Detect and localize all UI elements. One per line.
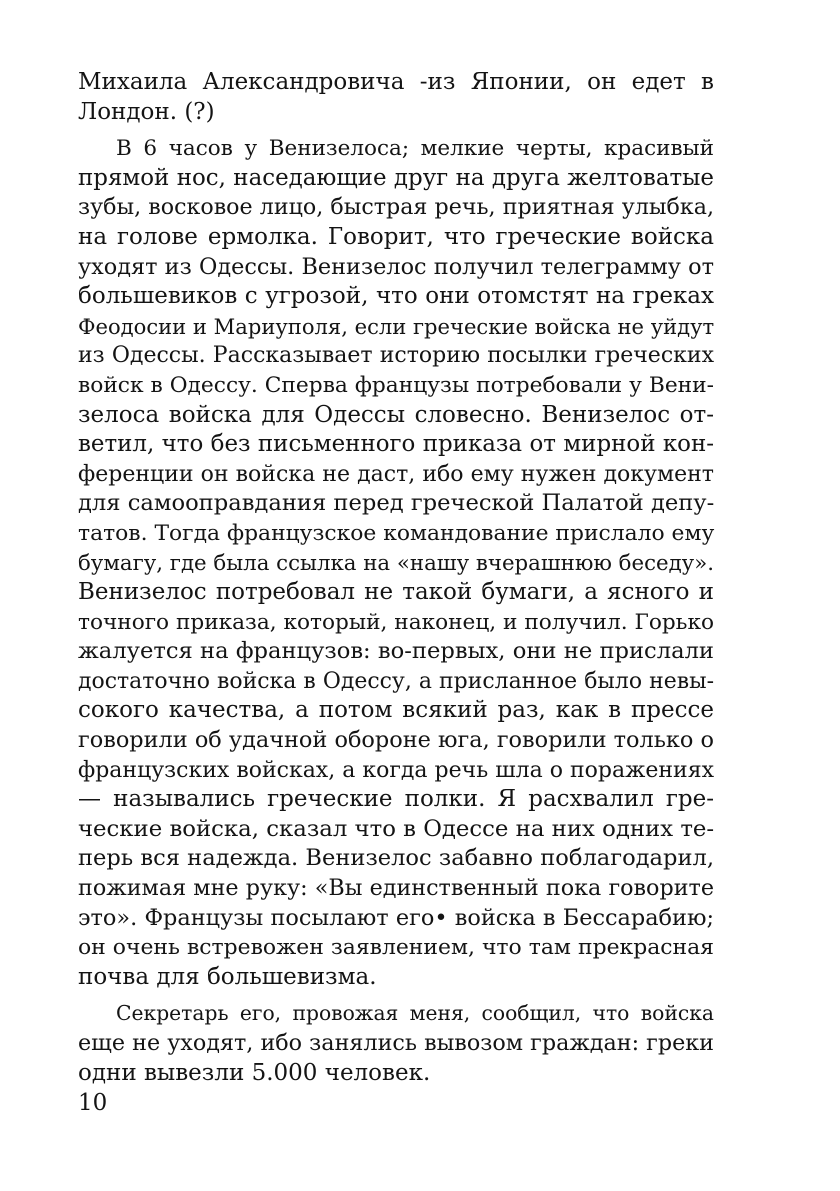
- text-line: говорили об удачной обороне юга, говорили только о: [78, 727, 714, 754]
- page-number: 10: [78, 1090, 108, 1116]
- text-line: французских войсках, а когда речь шла о поражениях: [78, 757, 714, 783]
- text-line: зелоса войска для Одессы словесно. Венизелос от-: [78, 401, 714, 428]
- text-line: ческие войска, сказал что в Одессе на них одних те-: [78, 815, 715, 842]
- text-line: Михаила Александровича ‑из Японии, он едет в: [78, 69, 714, 95]
- paragraph-1: [78, 68, 714, 127]
- text-line: жалуется на французов: во-первых, они не прислали: [78, 638, 714, 665]
- text-line: татов. Тогда французское командование прислало ему: [78, 520, 715, 546]
- text-line: ветил, что без письменного приказа от мирной кон-: [78, 431, 714, 458]
- text-line: прямой нос, наседающие друг на друга желтоватые: [78, 164, 714, 191]
- text-line: достаточно войска в Одессу, а присланное было невы-: [78, 668, 714, 694]
- text-line: большевиков с угрозой, что они отомстят на греках: [78, 283, 714, 310]
- text-line: еще не уходят, ибо занялись вывозом граждан: греки: [78, 1030, 714, 1056]
- text-line: сокого качества, а потом всякий раз, как в прессе: [78, 697, 714, 724]
- text-line: пожимая мне руку: «Вы единственный пока говорите: [78, 875, 714, 902]
- text-line: Феодосии и Мариуполя, если греческие войска не уйдут: [78, 313, 715, 339]
- text-line: Секретарь его, провожая меня, сообщил, что войска: [116, 1001, 714, 1026]
- text-line: почва для большевизма.: [78, 963, 377, 990]
- text-line: зубы, восковое лицо, быстрая речь, приятная улыбка,: [78, 194, 714, 221]
- text-line: В 6 часов у Венизелоса; мелкие черты, красивый: [116, 136, 714, 162]
- text-line: это». Французы посылают его• войска в Бессарабию;: [78, 904, 714, 931]
- text-line: он очень встревожен заявлением, что там прекрасная: [78, 935, 714, 961]
- text-line: одни вывезли 5.000 человек.: [78, 1059, 431, 1086]
- text-line: уходят из Одессы. Венизелос получил телеграмму от: [78, 253, 714, 280]
- text-line: точного приказа, который, наконец, и получил. Горько: [78, 609, 714, 635]
- text-line: Лондон. (?): [78, 98, 215, 125]
- text-line: ференции он войска не даст, ибо ему нужен документ: [78, 461, 714, 487]
- page-body: [78, 68, 714, 1088]
- text-line: для самооправдания перед греческой Палатой депу-: [78, 490, 715, 517]
- paragraph-2: [78, 134, 714, 992]
- text-line: — назывались греческие полки. Я расхвалил гре-: [78, 786, 714, 813]
- text-line: Венизелос потребовал не такой бумаги, а ясного и: [78, 579, 714, 606]
- text-line: из Одессы. Рассказывает историю посылки греческих: [78, 343, 714, 369]
- paragraph-3: [78, 999, 714, 1088]
- text-line: войск в Одессу. Сперва французы потребовали у Вени-: [78, 372, 714, 398]
- text-line: бумагу, где была ссылка на «нашу вчерашнюю беседу».: [78, 550, 714, 576]
- text-line: перь вся надежда. Венизелос забавно поблагодарил,: [78, 845, 714, 872]
- text-line: на голове ермолка. Говорит, что греческие войска: [78, 223, 714, 250]
